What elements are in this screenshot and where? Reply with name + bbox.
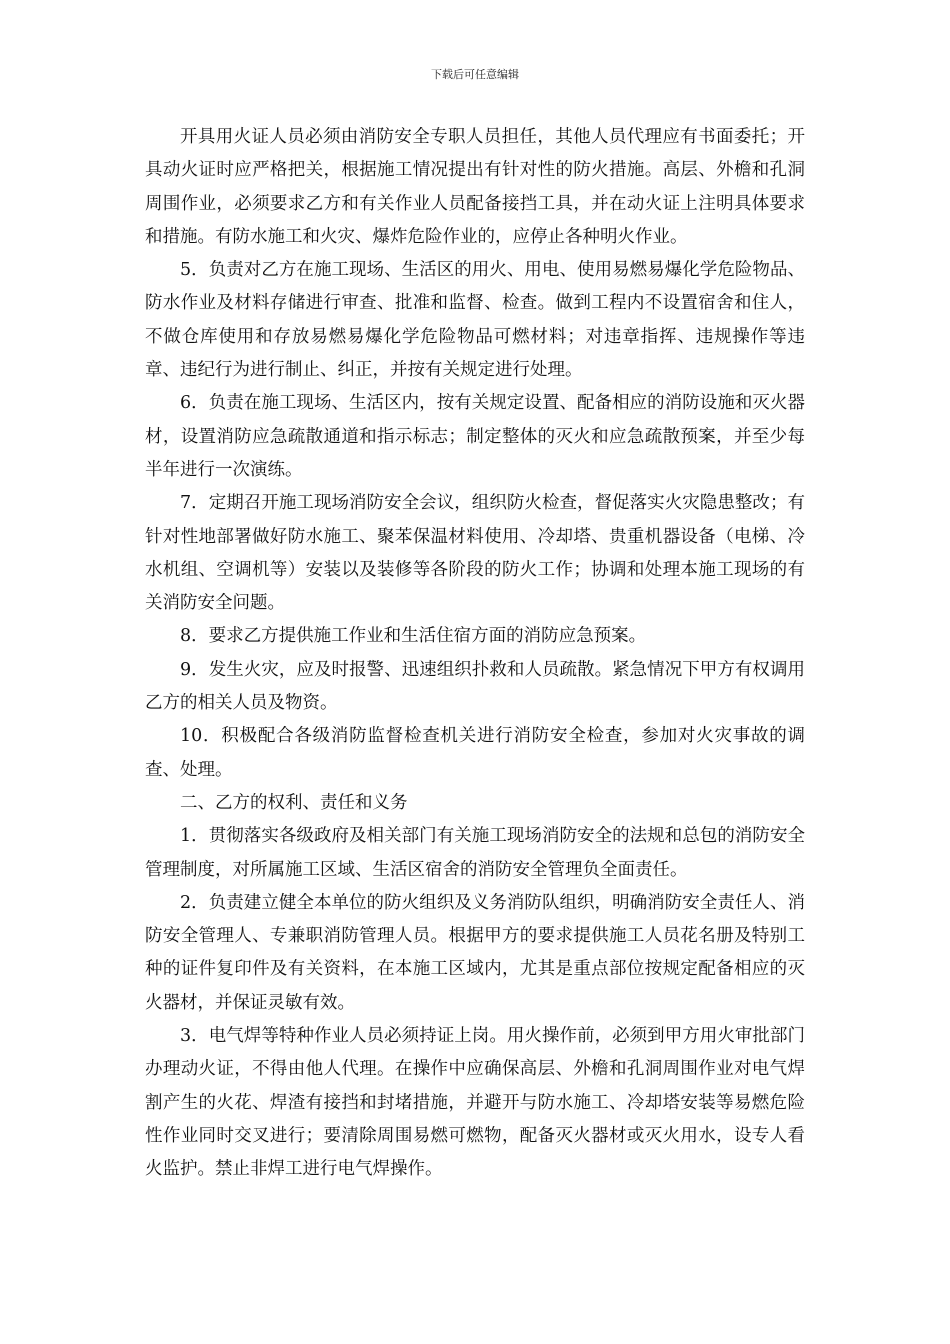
paragraph-item-9: 9．发生火灾，应及时报警、迅速组织扑救和人员疏散。紧急情况下甲方有权调用乙方的相关人员及物资。 [145, 659, 805, 714]
document-body [145, 121, 805, 1187]
paragraph-item-7: 7．定期召开施工现场消防安全会议，组织防火检查，督促落实火灾隐患整改；有针对性地部署做好防水施工、聚苯保温材料使用、冷却塔、贵重机器设备（电梯、冷水机组、空调机等）安装以及装修等各阶段的防火工作；协调和处理本施工现场的有关消防安全问题。 [145, 493, 805, 614]
paragraph-continuation: 开具用火证人员必须由消防安全专职人员担任，其他人员代理应有书面委托；开具动火证时应严格把关，根据施工情况提出有针对性的防火措施。高层、外檐和孔洞周围作业，必须要求乙方和有关作业人员配备接挡工具，并在动火证上注明具体要求和措施。有防水施工和火灾、爆炸危险作业的，应停止各种明火作业。 [145, 127, 805, 247]
paragraph-b-item-2: 2．负责建立健全本单位的防火组织及义务消防队组织，明确消防安全责任人、消防安全管理人、专兼职消防管理人员。根据甲方的要求提供施工人员花名册及特别工种的证件复印件及有关资料，在本施工区域内，尤其是重点部位按规定配备相应的灭火器材，并保证灵敏有效。 [145, 892, 805, 1013]
paragraph-b-item-1: 1．贯彻落实各级政府及相关部门有关施工现场消防安全的法规和总包的消防安全管理制度，对所属施工区域、生活区宿舍的消防安全管理负全面责任。 [145, 826, 805, 880]
paragraph-item-8: 8．要求乙方提供施工作业和生活住宿方面的消防应急预案。 [180, 626, 647, 647]
section-heading-party-b: 二、乙方的权利、责任和义务 [180, 792, 408, 813]
paragraph-item-6: 6．负责在施工现场、生活区内，按有关规定设置、配备相应的消防设施和灭火器材，设置消防应急疏散通道和指示标志；制定整体的灭火和应急疏散预案，并至少每半年进行一次演练。 [145, 393, 805, 480]
paragraph-item-10: 10．积极配合各级消防监督检查机关进行消防安全检查，参加对火灾事故的调查、处理。 [145, 726, 805, 780]
paragraph-b-item-3: 3．电气焊等特种作业人员必须持证上岗。用火操作前，必须到甲方用火审批部门办理动火证，不得由他人代理。在操作中应确保高层、外檐和孔洞周围作业对电气焊割产生的火花、焊渣有接挡和封堵措施，并避开与防水施工、冷却塔安装等易燃危险性作业同时交叉进行；要清除周围易燃可燃物，配备灭火器材或灭火用水，设专人看火监护。禁止非焊工进行电气焊操作。 [145, 1026, 805, 1180]
page-header: 下载后可任意编辑 [431, 68, 519, 81]
paragraph-item-5: 5．负责对乙方在施工现场、生活区的用火、用电、使用易燃易爆化学危险物品、防水作业及材料存储进行审查、批准和监督、检查。做到工程内不设置宿舍和住人，不做仓库使用和存放易燃易爆化学危险物品可燃材料；对违章指挥、违规操作等违章、违纪行为进行制止、纠正，并按有关规定进行处理。 [145, 260, 805, 381]
